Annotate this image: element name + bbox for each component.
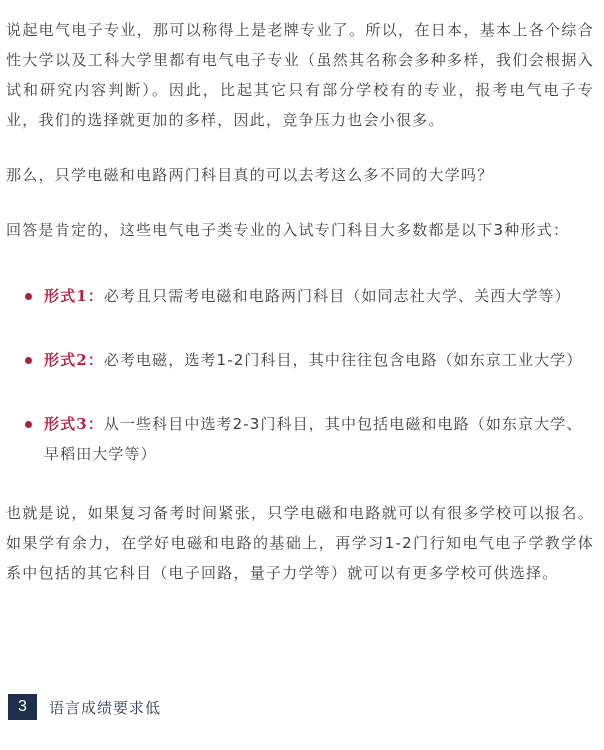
intro-paragraph: 说起电气电子专业，那可以称得上是老牌专业了。所以，在日本，基本上各个综合性大学以及工科大学里都有电气电子专业（虽然其名称会多种多样，我们会根据入试和研究内容判断）。因此，比起其它只有部分学校有的专业，报考电气电子专业，我们的选择就更加的多样，因此，竞争压力也会小很多。 <box>6 21 594 129</box>
exam-forms-list <box>6 281 594 469</box>
form-text: 必考且只需考电磁和电路两门科目（如同志社大学、关西大学等） <box>103 287 571 305</box>
bullet-dot-icon <box>25 357 32 364</box>
form-label: 形式2： <box>44 351 104 369</box>
section-title: 语言成绩要求低 <box>49 698 162 717</box>
form-label: 形式3： <box>44 415 104 433</box>
list-item-form-3 <box>6 409 594 469</box>
form-text: 必考电磁，选考1-2门科目，其中往往包含电路（如东京工业大学） <box>103 351 583 369</box>
list-item-form-2 <box>6 345 594 375</box>
form-label: 形式1： <box>44 287 104 305</box>
conclusion-paragraph: 也就是说，如果复习备考时间紧张，只学电磁和电路就可以有很多学校可以报名。如果学有余力，在学好电磁和电路的基础上，再学习1-2门行知电气电子学教学体系中包括的其它科目（电子回路，量子力学等）就可以有更多学校可供选择。 <box>6 504 594 582</box>
answer-paragraph: 回答是肯定的，这些电气电子类专业的入试专门科目大多数都是以下3种形式： <box>6 221 570 239</box>
list-item-form-1 <box>6 281 594 311</box>
bullet-dot-icon <box>25 421 32 428</box>
section-number-badge: 3 <box>8 694 37 720</box>
bullet-dot-icon <box>25 293 32 300</box>
form-text: 从一些科目中选考2-3门科目，其中包括电磁和电路（如东京大学、早稻田大学等） <box>44 415 583 463</box>
article-body <box>6 15 594 588</box>
question-paragraph: 那么，只学电磁和电路两门科目真的可以去考这么多不同的大学吗？ <box>6 166 494 184</box>
section-heading <box>8 694 161 720</box>
